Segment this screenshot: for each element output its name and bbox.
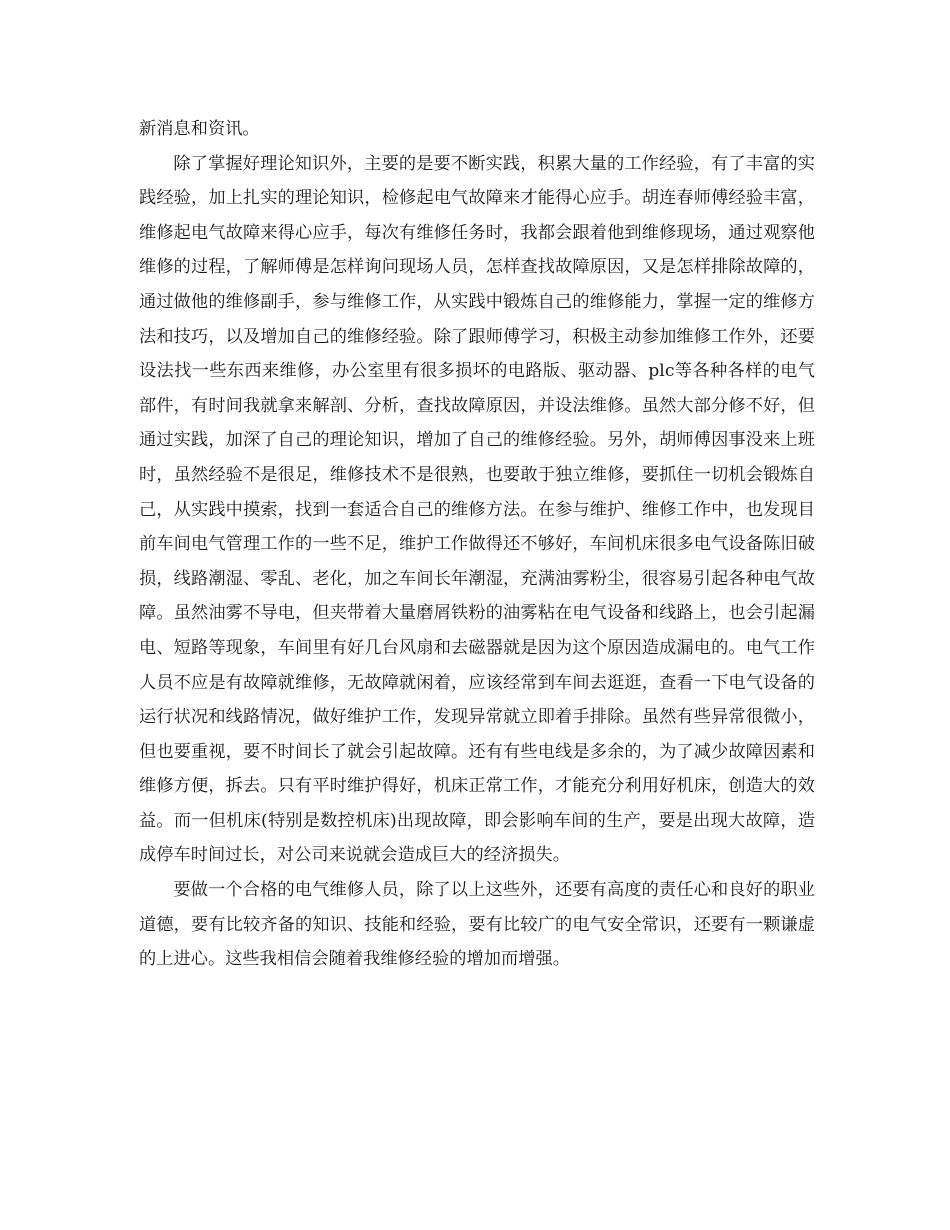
paragraph-continuation: 新消息和资讯。 — [139, 119, 260, 139]
paragraph-practice-experience: 除了掌握好理论知识外，主要的是要不断实践，积累大量的工作经验，有了丰富的实践经验，加上扎实的理论知识，检修起电气故障来才能得心应手。胡连春师傅经验丰富，维修起电气故障来得心应手，每次有维修任务时，我都会跟着他到维修现场，通过观察他维修的过程，了解师傅是怎样询问现场人员，怎样查找故障原因，又是怎样排除故障的，通过做他的维修副手，参与维修工作，从实践中锻炼自己的维修能力，掌握一定的维修方法和技巧，以及增加自己的维修经验。除了跟师傅学习，积极主动参加维修工作外，还要设法找一些东西来维修，办公室里有很多损坏的电路版、驱动器、plc等各种各样的电气部件，有时间我就拿来解剖、分析，查找故障原因，并设法维修。虽然大部分修不好，但通过实践，加深了自己的理论知识，增加了自己的维修经验。另外，胡师傅因事没来上班时，虽然经验不是很足，维修技术不是很熟，也要敢于独立维修，要抓住一切机会锻炼自己，从实践中摸索，找到一套适合自己的维修方法。在参与维护、维修工作中，也发现目前车间电气管理工作的一些不足，维护工作做得还不够好，车间机床很多电气设备陈旧破损，线路潮湿、零乱、老化，加之车间长年潮湿，充满油雾粉尘，很容易引起各种电气故障。虽然油雾不导电，但夹带着大量磨屑铁粉的油雾粘在电气设备和线路上，也会引起漏电、短路等现象，车间里有好几台风扇和去磁器就是因为这个原因造成漏电的。电气工作人员不应是有故障就维修，无故障就闲着，应该经常到车间去逛逛，查看一下电气设备的运行状况和线路情况，做好维护工作，发现异常就立即着手排除。虽然有些异常很微小，但也要重视，要不时间长了就会引起故障。还有有些电线是多余的，为了减少故障因素和维修方便，拆去。只有平时维护得好，机床正常工作，才能充分利用好机床，创造大的效益。而一但机床(特别是数控机床)出现故障，即会影响车间的生产，要是出现大故障，造成停车时间过长，对公司来说就会造成巨大的经济损失。 — [139, 153, 815, 866]
document-page — [139, 112, 815, 977]
paragraph-qualified-electrician: 要做一个合格的电气维修人员，除了以上这些外，还要有高度的责任心和良好的职业道德，要有比较齐备的知识、技能和经验，要有比较广的电气安全常识，还要有一颗谦虚的上进心。这些我相信会随着我维修经验的增加而增强。 — [139, 880, 815, 970]
